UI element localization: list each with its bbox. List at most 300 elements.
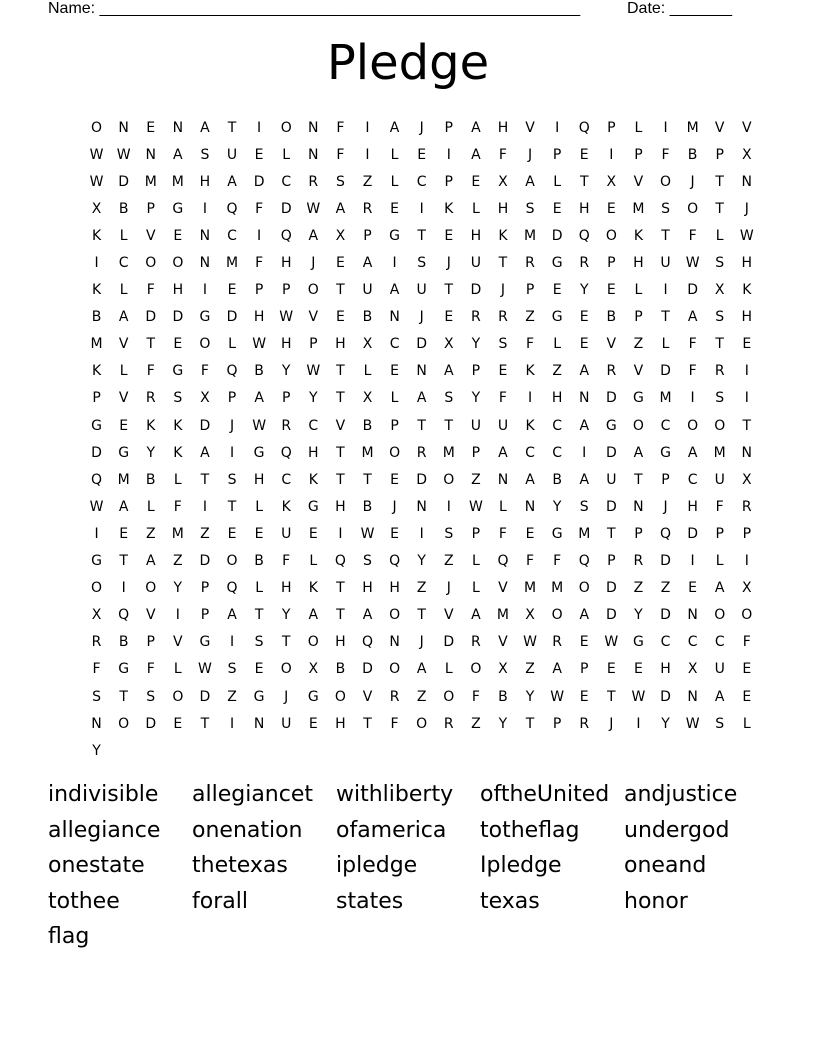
grid-letter: G xyxy=(91,417,102,434)
word-bank-item: thetexas xyxy=(192,853,288,878)
grid-letter: A xyxy=(173,146,183,163)
grid-letter: E xyxy=(173,336,183,353)
grid-letter: W xyxy=(523,634,537,651)
grid-letter: Y xyxy=(281,363,291,380)
grid-letter: D xyxy=(145,715,157,732)
grid-letter: T xyxy=(336,390,345,407)
grid-letter: H xyxy=(551,390,563,407)
grid-letter: A xyxy=(254,390,264,407)
grid-letter: D xyxy=(172,309,184,326)
grid-letter: Z xyxy=(443,553,454,570)
grid-letter: S xyxy=(227,471,237,488)
grid-letter: T xyxy=(200,471,210,488)
grid-letter: A xyxy=(579,417,590,434)
grid-letter: C xyxy=(687,634,698,651)
grid-letter: E xyxy=(742,661,752,678)
grid-letter: V xyxy=(145,607,156,624)
grid-letter: G xyxy=(91,553,102,570)
grid-letter: C xyxy=(660,634,671,651)
grid-letter: M xyxy=(144,173,157,190)
grid-letter: C xyxy=(118,255,129,272)
grid-letter: I xyxy=(175,607,180,624)
grid-letter: I xyxy=(555,119,560,136)
grid-letter: D xyxy=(687,282,698,299)
grid-letter: P xyxy=(227,390,237,407)
grid-letter: F xyxy=(688,336,697,353)
grid-letter: P xyxy=(634,146,643,163)
grid-letter: O xyxy=(226,553,238,570)
grid-letter: C xyxy=(552,417,563,434)
grid-letter: K xyxy=(525,363,535,380)
grid-letter: E xyxy=(335,309,345,326)
grid-letter: H xyxy=(470,227,482,244)
date-field-label: Date: _______ xyxy=(627,0,732,17)
grid-letter: M xyxy=(713,444,726,461)
grid-letter: W xyxy=(279,309,294,326)
grid-letter: S xyxy=(92,688,101,705)
grid-letter: S xyxy=(146,688,156,705)
grid-letter: S xyxy=(579,498,589,515)
grid-letter: T xyxy=(227,119,237,136)
grid-letter: S xyxy=(200,146,210,163)
grid-letter: K xyxy=(91,282,102,299)
grid-letter: V xyxy=(308,309,319,326)
grid-letter: A xyxy=(471,119,481,136)
word-bank-item: ofamerica xyxy=(336,817,447,843)
grid-letter: X xyxy=(498,173,508,190)
grid-letter: P xyxy=(254,282,264,299)
grid-letter: E xyxy=(742,336,752,353)
grid-letter: E xyxy=(498,363,508,380)
grid-letter: D xyxy=(253,173,265,190)
grid-letter: L xyxy=(634,119,643,136)
grid-letter: P xyxy=(742,525,752,542)
grid-letter: E xyxy=(254,146,264,163)
grid-letter: J xyxy=(284,688,289,705)
grid-letter: N xyxy=(199,255,211,272)
grid-letter: U xyxy=(470,417,481,434)
grid-letter: J xyxy=(609,715,614,732)
grid-letter: I xyxy=(392,255,397,272)
word-bank-item: Ipledge xyxy=(480,853,562,878)
grid-letter: O xyxy=(578,580,590,597)
grid-letter: U xyxy=(714,471,725,488)
grid-letter: T xyxy=(661,309,670,326)
grid-letter: S xyxy=(254,634,264,651)
grid-letter: Z xyxy=(416,580,427,597)
grid-letter: D xyxy=(687,525,698,542)
grid-letter: S xyxy=(227,661,237,678)
grid-letter: W xyxy=(116,146,131,163)
grid-letter: F xyxy=(146,282,155,299)
grid-letter: C xyxy=(389,336,400,353)
grid-letter: Y xyxy=(661,715,670,732)
grid-letter: I xyxy=(257,227,262,244)
grid-letter: H xyxy=(253,471,265,488)
word-bank-item: onestate xyxy=(48,853,145,878)
grid-letter: U xyxy=(470,255,481,272)
grid-letter: V xyxy=(118,390,129,407)
grid-letter: N xyxy=(633,498,644,515)
grid-letter: M xyxy=(659,390,672,407)
grid-letter: A xyxy=(579,471,590,488)
grid-letter: X xyxy=(606,173,617,190)
grid-letter: I xyxy=(257,119,262,136)
grid-letter: F xyxy=(336,119,345,136)
grid-letter: I xyxy=(202,498,207,515)
grid-letter: A xyxy=(416,390,427,407)
grid-letter: F xyxy=(498,146,507,163)
grid-letter: V xyxy=(633,363,644,380)
grid-letter: L xyxy=(661,336,670,353)
grid-letter: D xyxy=(551,227,563,244)
grid-letter: E xyxy=(688,580,698,597)
grid-letter: E xyxy=(552,282,562,299)
grid-letter: W xyxy=(89,498,104,515)
grid-letter: T xyxy=(227,498,237,515)
grid-letter: P xyxy=(607,119,616,136)
grid-letter: J xyxy=(690,173,695,190)
grid-letter: E xyxy=(173,715,183,732)
grid-letter: P xyxy=(471,363,481,380)
grid-letter: B xyxy=(118,634,129,651)
grid-letter: Y xyxy=(498,715,508,732)
grid-letter: D xyxy=(199,688,211,705)
grid-letter: L xyxy=(390,146,399,163)
grid-letter: D xyxy=(199,553,211,570)
grid-letter: J xyxy=(419,119,424,136)
grid-letter: Z xyxy=(362,173,373,190)
grid-letter: E xyxy=(579,146,589,163)
grid-letter: K xyxy=(742,282,752,299)
grid-letter: M xyxy=(225,255,239,272)
grid-letter: S xyxy=(444,525,454,542)
grid-letter: L xyxy=(715,553,724,570)
grid-letter: Q xyxy=(578,553,590,570)
grid-letter: D xyxy=(660,607,671,624)
grid-letter: N xyxy=(308,146,319,163)
grid-letter: B xyxy=(362,417,373,434)
grid-letter: E xyxy=(146,119,156,136)
grid-letter: F xyxy=(688,363,697,380)
grid-letter: R xyxy=(552,634,562,651)
grid-letter: Y xyxy=(146,444,156,461)
grid-letter: A xyxy=(308,607,319,624)
grid-letter: A xyxy=(633,444,644,461)
grid-letter: X xyxy=(687,661,698,678)
grid-letter: N xyxy=(91,715,102,732)
grid-letter: R xyxy=(741,498,752,515)
grid-letter: R xyxy=(579,255,590,272)
grid-letter: O xyxy=(687,417,699,434)
grid-letter: K xyxy=(146,417,156,434)
grid-letter: N xyxy=(172,119,184,136)
grid-letter: I xyxy=(229,634,235,651)
grid-letter: J xyxy=(392,498,397,515)
grid-letter: L xyxy=(390,173,399,190)
grid-letter: S xyxy=(715,255,725,272)
grid-letter: B xyxy=(687,146,698,163)
grid-letter: H xyxy=(578,200,590,217)
grid-letter: A xyxy=(579,363,590,380)
grid-letter: H xyxy=(633,255,644,272)
grid-letter: H xyxy=(172,282,184,299)
grid-letter: P xyxy=(525,282,535,299)
grid-letter: T xyxy=(715,173,724,190)
grid-letter: T xyxy=(336,471,345,488)
grid-letter: V xyxy=(498,580,508,597)
grid-letter: N xyxy=(118,119,129,136)
grid-letter: V xyxy=(443,607,454,624)
grid-letter: W xyxy=(252,336,267,353)
grid-letter: O xyxy=(91,580,103,597)
grid-letter: S xyxy=(335,173,345,190)
grid-letter: H xyxy=(199,173,211,190)
grid-letter: T xyxy=(607,688,616,705)
grid-letter: E xyxy=(335,255,345,272)
grid-letter: T xyxy=(363,471,372,488)
grid-letter: F xyxy=(715,498,724,515)
word-bank-item: oftheUnited xyxy=(480,782,610,807)
grid-letter: W xyxy=(739,227,754,244)
grid-letter: Q xyxy=(497,553,509,570)
grid-letter: S xyxy=(498,336,508,353)
word-bank-item: ipledge xyxy=(336,853,418,878)
grid-letter: Z xyxy=(660,580,671,597)
grid-letter: V xyxy=(606,336,617,353)
grid-letter: O xyxy=(416,715,428,732)
grid-letter: I xyxy=(446,146,451,163)
grid-letter: G xyxy=(551,255,563,272)
grid-letter: F xyxy=(498,525,507,542)
grid-letter: Y xyxy=(417,553,426,570)
grid-letter: M xyxy=(442,444,455,461)
grid-letter: U xyxy=(416,282,427,299)
grid-letter: L xyxy=(471,200,480,217)
grid-letter: M xyxy=(578,525,591,542)
grid-letter: R xyxy=(606,363,617,380)
grid-letter: B xyxy=(254,553,264,570)
grid-letter: I xyxy=(365,146,370,163)
grid-letter: A xyxy=(416,661,427,678)
grid-letter: T xyxy=(525,715,535,732)
grid-letter: G xyxy=(307,498,319,515)
grid-letter: Q xyxy=(389,553,401,570)
grid-letter: E xyxy=(579,688,589,705)
grid-letter: N xyxy=(199,227,211,244)
grid-letter: X xyxy=(362,336,373,353)
grid-letter: T xyxy=(336,607,345,624)
grid-letter: E xyxy=(606,200,616,217)
grid-letter: E xyxy=(119,417,129,434)
grid-letter: N xyxy=(308,119,319,136)
grid-letter: R xyxy=(714,363,725,380)
grid-letter: K xyxy=(281,498,291,515)
grid-letter: I xyxy=(94,255,99,272)
grid-letter: H xyxy=(497,119,509,136)
grid-letter: W xyxy=(198,661,212,678)
grid-letter: Z xyxy=(471,471,481,488)
grid-letter: E xyxy=(552,200,562,217)
grid-letter: G xyxy=(632,634,644,651)
grid-letter: I xyxy=(338,525,343,542)
grid-letter: B xyxy=(552,471,562,488)
grid-letter: O xyxy=(172,255,184,272)
grid-letter: D xyxy=(660,553,671,570)
grid-letter: R xyxy=(416,444,427,461)
grid-letter: D xyxy=(145,309,157,326)
grid-letter: D xyxy=(199,417,211,434)
grid-letter: H xyxy=(280,255,292,272)
grid-letter: D xyxy=(605,580,617,597)
grid-letter: A xyxy=(308,227,319,244)
grid-letter: Y xyxy=(552,498,562,515)
grid-letter: Z xyxy=(227,688,237,705)
grid-letter: H xyxy=(335,634,346,651)
grid-letter: C xyxy=(714,634,725,651)
grid-letter: E xyxy=(173,227,183,244)
page-title: Pledge xyxy=(326,35,490,91)
grid-letter: M xyxy=(496,607,509,624)
grid-letter: J xyxy=(446,255,451,272)
grid-letter: P xyxy=(444,173,453,190)
grid-letter: F xyxy=(661,146,670,163)
grid-letter: U xyxy=(362,282,373,299)
grid-letter: A xyxy=(714,688,725,705)
grid-letter: X xyxy=(200,390,210,407)
grid-letter: Y xyxy=(525,688,535,705)
grid-letter: W xyxy=(685,255,700,272)
grid-letter: Q xyxy=(334,553,346,570)
grid-letter: X xyxy=(742,580,752,597)
grid-letter: R xyxy=(389,688,400,705)
grid-letter: I xyxy=(229,444,235,461)
grid-letter: X xyxy=(91,607,102,624)
grid-letter: D xyxy=(660,363,671,380)
grid-letter: V xyxy=(525,119,535,136)
grid-letter: L xyxy=(119,363,128,380)
grid-letter: J xyxy=(419,634,424,651)
grid-letter: O xyxy=(632,417,644,434)
grid-letter: R xyxy=(145,390,156,407)
grid-letter: M xyxy=(524,227,537,244)
grid-letter: L xyxy=(255,580,264,597)
grid-letter: G xyxy=(389,227,400,244)
grid-letter: O xyxy=(551,607,563,624)
grid-letter: L xyxy=(282,146,291,163)
grid-letter: V xyxy=(118,336,129,353)
grid-letter: Q xyxy=(91,471,103,488)
grid-letter: P xyxy=(471,444,481,461)
grid-letter: G xyxy=(199,634,211,651)
grid-letter: I xyxy=(94,525,99,542)
grid-letter: P xyxy=(444,119,453,136)
grid-letter: T xyxy=(661,227,670,244)
grid-letter: D xyxy=(605,444,617,461)
grid-letter: D xyxy=(605,498,617,515)
grid-letter: X xyxy=(91,200,102,217)
grid-letter: C xyxy=(308,417,319,434)
grid-letter: E xyxy=(606,661,616,678)
grid-letter: C xyxy=(687,471,698,488)
grid-letter: X xyxy=(714,282,725,299)
grid-letter: F xyxy=(526,336,535,353)
grid-letter: R xyxy=(281,417,292,434)
grid-letter: P xyxy=(607,255,616,272)
grid-letter: C xyxy=(660,417,671,434)
grid-letter: H xyxy=(280,580,292,597)
grid-letter: F xyxy=(255,255,264,272)
grid-letter: E xyxy=(444,227,454,244)
grid-letter: H xyxy=(741,255,753,272)
grid-letter: D xyxy=(280,200,292,217)
grid-letter: E xyxy=(444,309,454,326)
grid-letter: A xyxy=(579,607,590,624)
grid-letter: A xyxy=(471,607,481,624)
grid-letter: K xyxy=(525,417,535,434)
grid-letter: T xyxy=(634,471,643,488)
grid-letter: F xyxy=(255,200,264,217)
grid-letter: Q xyxy=(361,634,373,651)
grid-letter: G xyxy=(551,309,563,326)
grid-letter: T xyxy=(417,227,426,244)
word-bank-item: indivisible xyxy=(48,782,159,807)
grid-letter: W xyxy=(468,498,483,515)
grid-letter: R xyxy=(443,715,454,732)
grid-letter: P xyxy=(390,417,399,434)
grid-letter: A xyxy=(498,444,508,461)
grid-letter: J xyxy=(527,146,533,163)
grid-letter: B xyxy=(606,309,617,326)
grid-letter: O xyxy=(118,715,130,732)
grid-letter: A xyxy=(471,146,481,163)
grid-letter: W xyxy=(89,173,104,190)
grid-letter: Y xyxy=(579,282,589,299)
grid-letter: Q xyxy=(578,227,590,244)
grid-letter: I xyxy=(229,715,235,732)
grid-letter: D xyxy=(118,173,130,190)
grid-letter: T xyxy=(119,553,128,570)
grid-letter: L xyxy=(146,498,155,515)
word-search-grid xyxy=(83,114,760,764)
grid-letter: N xyxy=(687,607,698,624)
grid-letter: G xyxy=(605,417,617,434)
grid-letter: E xyxy=(308,525,318,542)
grid-letter: T xyxy=(200,715,210,732)
grid-letter: F xyxy=(498,390,507,407)
grid-letter: F xyxy=(282,553,291,570)
grid-letter: R xyxy=(579,715,590,732)
grid-letter: C xyxy=(227,227,237,244)
grid-letter: J xyxy=(500,282,506,299)
grid-letter: T xyxy=(363,715,372,732)
grid-letter: H xyxy=(335,715,346,732)
grid-letter: E xyxy=(254,525,264,542)
grid-letter: U xyxy=(281,525,292,542)
grid-letter: E xyxy=(525,525,535,542)
grid-letter: P xyxy=(146,200,155,217)
grid-letter: V xyxy=(633,173,644,190)
grid-letter: A xyxy=(525,471,535,488)
grid-letter: P xyxy=(309,336,318,353)
grid-letter: I xyxy=(609,146,614,163)
grid-letter: L xyxy=(309,553,318,570)
grid-letter: A xyxy=(552,661,562,678)
grid-letter: G xyxy=(253,444,265,461)
grid-letter: R xyxy=(633,553,644,570)
grid-letter: T xyxy=(715,200,724,217)
grid-letter: I xyxy=(446,498,451,515)
